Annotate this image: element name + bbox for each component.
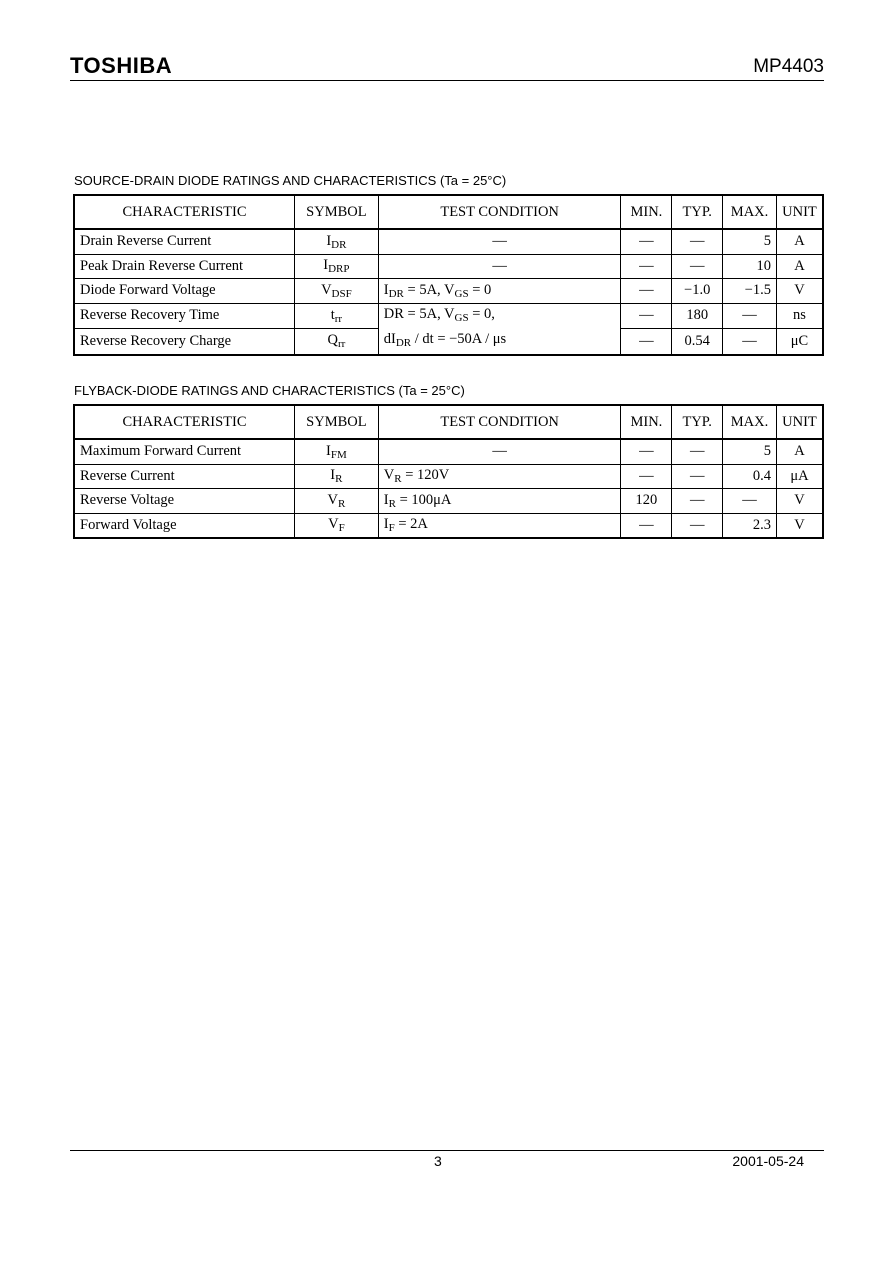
table-header-row [74, 405, 823, 439]
test-condition-cell [378, 513, 621, 538]
test-subscript: DR [395, 336, 412, 349]
test-text: dI [383, 330, 396, 347]
test-text: = 2A [394, 516, 428, 533]
header-divider [70, 80, 824, 81]
characteristic-cell: Reverse Recovery Charge [74, 328, 295, 354]
symbol-subscript: R [337, 497, 346, 510]
section-title-source-drain: SOURCE-DRAIN DIODE RATINGS AND CHARACTERISTICS (Ta = 25°C) [74, 173, 507, 188]
test-condition-cell [378, 464, 621, 489]
col-max: MAX. [723, 195, 777, 229]
characteristic-cell: Peak Drain Reverse Current [74, 254, 295, 279]
typ-cell: — [672, 229, 723, 254]
test-symbol: V [383, 467, 395, 484]
flyback-diode-table [73, 404, 824, 539]
unit-cell: V [776, 513, 823, 538]
symbol-main: Q [327, 332, 338, 349]
max-cell: 5 [723, 229, 777, 254]
col-unit: UNIT [776, 195, 823, 229]
typ-cell: 0.54 [672, 328, 723, 354]
symbol-main: I [326, 442, 331, 459]
table-row [74, 464, 823, 489]
characteristic-cell: Reverse Voltage [74, 489, 295, 514]
characteristic-cell: Diode Forward Voltage [74, 279, 295, 304]
test-condition-cell: — [378, 439, 621, 464]
brand-logo: TOSHIBA [70, 53, 173, 78]
col-min: MIN. [621, 195, 672, 229]
col-symbol: SYMBOL [295, 195, 379, 229]
table-row [74, 439, 823, 464]
page-number: 3 [434, 1153, 442, 1169]
test-subscript: GS [454, 287, 469, 300]
test-text: / dt = −50A / μs [411, 330, 507, 347]
min-cell: — [621, 513, 672, 538]
typ-cell: — [672, 489, 723, 514]
part-number: MP4403 [753, 56, 824, 77]
test-symbol: I [383, 516, 389, 533]
table-row [74, 279, 823, 304]
test-condition-cell: — [378, 254, 621, 279]
table-row [74, 229, 823, 254]
table-row [74, 254, 823, 279]
footer-divider [70, 1150, 824, 1151]
test-text: = 120V [401, 467, 450, 484]
max-cell: 0.4 [723, 464, 777, 489]
symbol-subscript: F [338, 522, 345, 535]
symbol-subscript: DR [331, 238, 347, 251]
symbol-subscript: R [335, 473, 343, 486]
col-symbol: SYMBOL [295, 405, 379, 439]
test-condition-cell [378, 489, 621, 514]
col-unit: UNIT [776, 405, 823, 439]
max-cell: 5 [723, 439, 777, 464]
test-text: = 5A, V [403, 305, 455, 322]
characteristic-cell: Maximum Forward Current [74, 439, 295, 464]
col-test-condition: TEST CONDITION [378, 195, 621, 229]
symbol-main: I [326, 232, 332, 249]
typ-cell: — [672, 439, 723, 464]
min-cell: — [621, 229, 672, 254]
symbol-main: V [327, 491, 338, 508]
symbol-main: V [321, 281, 332, 298]
col-max: MAX. [723, 405, 777, 439]
col-characteristic: CHARACTERISTIC [74, 195, 295, 229]
max-cell: 2.3 [723, 513, 777, 538]
test-line-2 [384, 329, 616, 354]
symbol-cell [295, 229, 379, 254]
unit-cell: μC [776, 328, 823, 354]
test-symbol: I [383, 281, 389, 298]
typ-cell: — [672, 513, 723, 538]
typ-cell: 180 [672, 303, 723, 328]
unit-cell: V [776, 489, 823, 514]
max-cell: — [723, 303, 777, 328]
symbol-subscript: rr [334, 312, 343, 325]
unit-cell: ns [776, 303, 823, 328]
min-cell: — [621, 303, 672, 328]
table-row [74, 489, 823, 514]
unit-cell: A [776, 439, 823, 464]
max-cell: 10 [723, 254, 777, 279]
characteristic-cell: Reverse Recovery Time [74, 303, 295, 328]
characteristic-cell: Reverse Current [74, 464, 295, 489]
col-typ: TYP. [672, 195, 723, 229]
symbol-cell [295, 303, 379, 328]
min-cell: — [621, 328, 672, 354]
min-cell: — [621, 254, 672, 279]
col-typ: TYP. [672, 405, 723, 439]
document-date: 2001-05-24 [732, 1153, 804, 1169]
symbol-subscript: DSF [331, 287, 352, 300]
test-subscript: DR [388, 287, 404, 300]
symbol-cell [295, 439, 379, 464]
typ-cell: — [672, 254, 723, 279]
col-characteristic: CHARACTERISTIC [74, 405, 295, 439]
max-cell: — [723, 328, 777, 354]
symbol-main: t [330, 306, 335, 323]
test-subscript: R [394, 473, 402, 486]
symbol-cell [295, 489, 379, 514]
min-cell: — [621, 279, 672, 304]
symbol-main: I [330, 467, 336, 484]
col-test-condition: TEST CONDITION [378, 405, 621, 439]
unit-cell: μA [776, 464, 823, 489]
unit-cell: V [776, 279, 823, 304]
symbol-cell [295, 464, 379, 489]
test-line-1 [384, 304, 616, 329]
col-min: MIN. [621, 405, 672, 439]
test-subscript: R [388, 497, 396, 510]
test-symbol: I [383, 491, 389, 508]
test-condition-cell [378, 303, 621, 355]
test-text: = 0, [468, 305, 495, 322]
min-cell: — [621, 464, 672, 489]
unit-cell: A [776, 254, 823, 279]
symbol-main: I [323, 257, 329, 274]
symbol-subscript: FM [330, 448, 347, 461]
test-subscript: F [388, 522, 395, 535]
unit-cell: A [776, 229, 823, 254]
test-condition-cell: — [378, 229, 621, 254]
characteristic-cell: Forward Voltage [74, 513, 295, 538]
typ-cell: — [672, 464, 723, 489]
test-text: = 5A, V [403, 281, 455, 298]
symbol-subscript: DRP [328, 263, 350, 276]
max-cell: −1.5 [723, 279, 777, 304]
test-subscript: GS [454, 311, 469, 324]
test-text: = 100μA [395, 491, 452, 508]
characteristic-cell: Drain Reverse Current [74, 229, 295, 254]
test-condition-cell [378, 279, 621, 304]
min-cell: 120 [621, 489, 672, 514]
table-row [74, 513, 823, 538]
min-cell: — [621, 439, 672, 464]
source-drain-diode-table [73, 194, 824, 356]
symbol-cell [295, 513, 379, 538]
test-text: DR [383, 305, 404, 322]
symbol-cell [295, 254, 379, 279]
symbol-main: V [328, 516, 339, 533]
test-text: = 0 [468, 281, 492, 298]
symbol-cell [295, 279, 379, 304]
max-cell: — [723, 489, 777, 514]
symbol-cell [295, 328, 379, 354]
typ-cell: −1.0 [672, 279, 723, 304]
section-title-flyback: FLYBACK-DIODE RATINGS AND CHARACTERISTICS (Ta = 25°C) [74, 383, 465, 398]
table-row [74, 303, 823, 328]
symbol-subscript: rr [337, 338, 346, 351]
table-header-row [74, 195, 823, 229]
